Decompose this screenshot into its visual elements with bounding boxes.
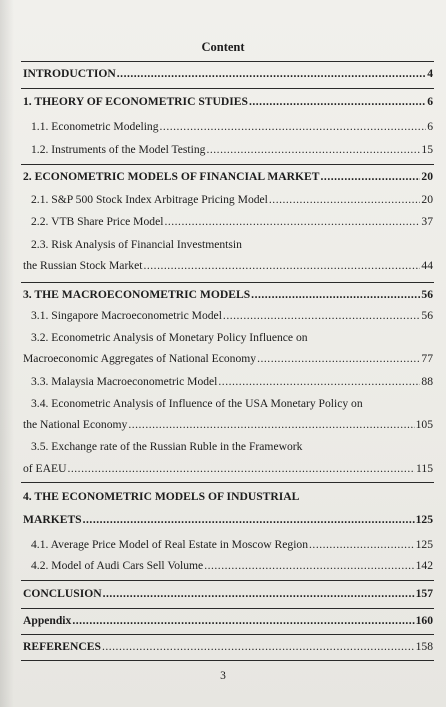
leader-dots — [269, 193, 421, 207]
toc-entry-chapter-4[interactable]: MARKETS ..... 125 — [23, 513, 433, 527]
leader-dots — [67, 462, 415, 476]
toc-entry-section-3-4[interactable]: the National Economy ..... 105 — [23, 418, 433, 432]
page-edge-shadow — [0, 0, 14, 707]
toc-entry-section-2-3-line1[interactable]: 2.3. Risk Analysis of Financial Investmentsin — [31, 238, 242, 251]
leader-dots — [206, 143, 420, 157]
divider — [21, 61, 434, 62]
divider — [21, 88, 434, 89]
toc-entry-introduction[interactable]: INTRODUCTION ..... 4 — [23, 67, 433, 81]
leader-dots — [257, 352, 420, 366]
leader-dots — [249, 95, 426, 109]
divider — [21, 660, 434, 661]
leader-dots — [160, 120, 427, 134]
toc-entry-section-1-1[interactable]: 1.1. Econometric Modeling ..... 6 — [31, 120, 433, 134]
leader-dots — [143, 259, 420, 273]
page-number: 3 — [220, 670, 226, 682]
leader-dots — [309, 538, 415, 552]
toc-entry-section-3-2[interactable]: Macroeconomic Aggregates of National Economy ..... 77 — [23, 352, 433, 366]
toc-entry-references[interactable]: REFERENCES ..... 158 — [23, 640, 433, 654]
leader-dots — [117, 67, 426, 81]
toc-entry-section-3-5[interactable]: of EAEU ..... 115 — [23, 462, 433, 476]
toc-entry-section-3-4-line1[interactable]: 3.4. Econometric Analysis of Influence of the USA Monetary Policy on — [31, 397, 363, 410]
leader-dots — [128, 418, 414, 432]
toc-entry-chapter-4-line1[interactable]: 4. THE ECONOMETRIC MODELS OF INDUSTRIAL — [23, 490, 300, 503]
leader-dots — [83, 513, 415, 527]
toc-entry-section-4-1[interactable]: 4.1. Average Price Model of Real Estate in Moscow Region ..... 125 — [31, 538, 433, 552]
leader-dots — [223, 309, 420, 323]
toc-entry-section-3-3[interactable]: 3.3. Malaysia Macroeconometric Model ..... 88 — [31, 375, 433, 389]
divider — [21, 634, 434, 635]
divider — [21, 282, 434, 283]
leader-dots — [218, 375, 420, 389]
divider — [21, 482, 434, 483]
leader-dots — [204, 559, 414, 573]
toc-entry-appendix[interactable]: Appendix ..... 160 — [23, 614, 433, 628]
toc-entry-section-2-2[interactable]: 2.2. VTB Share Price Model ..... 37 — [31, 215, 433, 229]
toc-entry-section-3-1[interactable]: 3.1. Singapore Macroeconometric Model ..... 56 — [31, 309, 433, 323]
toc-entry-section-2-3[interactable]: the Russian Stock Market ..... 44 — [23, 259, 433, 273]
contents-title: Content — [201, 40, 245, 54]
leader-dots — [103, 587, 415, 601]
divider — [21, 608, 434, 609]
toc-entry-section-2-1[interactable]: 2.1. S&P 500 Stock Index Arbitrage Pricing Model ..... 20 — [31, 193, 433, 207]
leader-dots — [251, 288, 420, 302]
divider — [21, 164, 434, 165]
divider — [21, 580, 434, 581]
leader-dots — [164, 215, 420, 229]
toc-entry-chapter-3[interactable]: 3. THE MACROECONOMETRIC MODELS ..... 56 — [23, 288, 433, 302]
leader-dots — [102, 640, 415, 654]
toc-entry-chapter-2[interactable]: 2. ECONOMETRIC MODELS OF FINANCIAL MARKET ..... 20 — [23, 170, 433, 184]
toc-entry-section-4-2[interactable]: 4.2. Model of Audi Cars Sell Volume ..... 142 — [31, 559, 433, 573]
toc-entry-section-1-2[interactable]: 1.2. Instruments of the Model Testing ..... 15 — [31, 143, 433, 157]
leader-dots — [321, 170, 421, 184]
leader-dots — [72, 614, 414, 628]
toc-entry-conclusion[interactable]: CONCLUSION ..... 157 — [23, 587, 433, 601]
toc-entry-chapter-1[interactable]: 1. THEORY OF ECONOMETRIC STUDIES ..... 6 — [23, 95, 433, 109]
toc-entry-section-3-2-line1[interactable]: 3.2. Econometric Analysis of Monetary Policy Influence on — [31, 331, 308, 344]
toc-entry-section-3-5-line1[interactable]: 3.5. Exchange rate of the Russian Ruble in the Framework — [31, 440, 303, 453]
